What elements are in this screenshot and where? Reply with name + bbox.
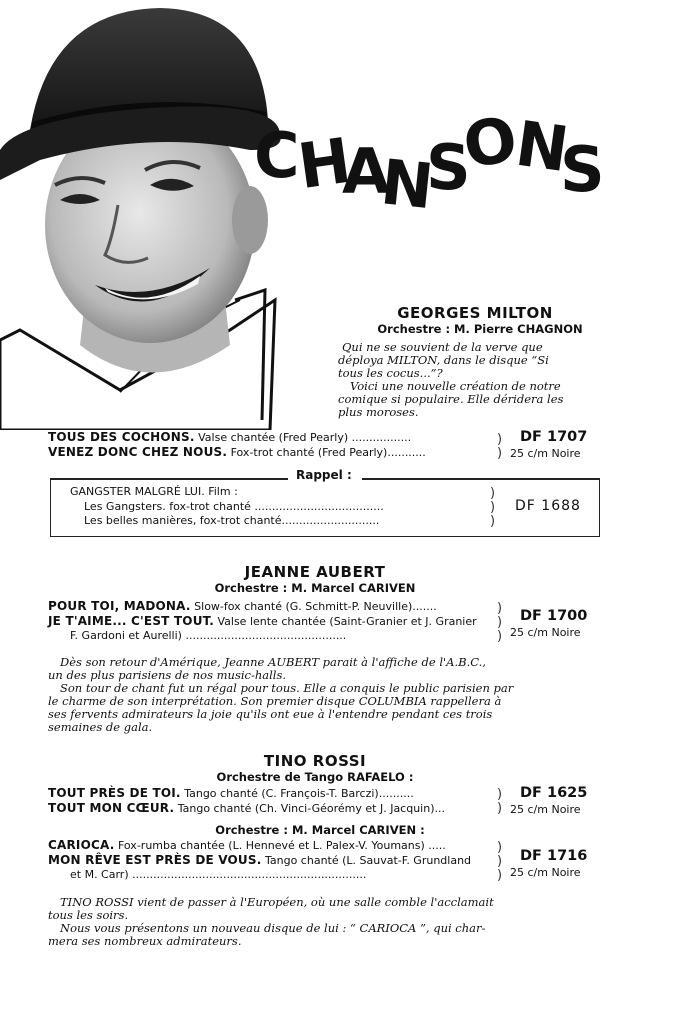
- rappel-track: Les belles manières, fox-trot chanté............................: [84, 514, 380, 527]
- catalog-number: DF 1700: [520, 608, 588, 624]
- rappel-title: GANGSTER MALGRÉ LUI. Film :: [70, 485, 238, 498]
- svg-text:S: S: [426, 131, 471, 204]
- artist-name: GEORGES MILTON: [397, 304, 553, 322]
- brace: ) ) ): [490, 486, 496, 529]
- aubert-blurb: Dès son retour d'Amérique, Jeanne AUBERT parait à l'affiche de l'A.B.C., un des plus parisiens de nos music-halls. Son tour de chant fut un régal pour tous. Elle a conquis le public parisien par le charme de son interprétation. Son premier disque COLUMBIA rappellera à ses fervents admirateurs la joie qu'ils ont eue à l'entendre pendant ces trois semaines de gala.: [48, 655, 514, 734]
- track-row: POUR TOI, MADONA. Slow-fox chanté (G. Schmitt-P. Neuville).......: [48, 599, 437, 613]
- artist-name: TINO ROSSI: [263, 752, 367, 770]
- rossi-blurb: TINO ROSSI vient de passer à l'Européen, où une salle comble l'acclamait tous les soirs. Nous vous présentons un nouveau disque de lui : “ CARIOCA ”, qui char- mera ses nombreux admirateurs.: [48, 895, 494, 948]
- record-format: 25 c/m Noire: [510, 447, 581, 460]
- svg-text:S: S: [560, 133, 605, 206]
- track-row: CARIOCA. Fox-rumba chantée (L. Hennevé et L. Palex-V. Youmans) .....: [48, 838, 446, 852]
- brace: ) ): [497, 787, 503, 816]
- catalog-number: DF 1625: [520, 785, 588, 801]
- artist-name: JEANNE AUBERT: [244, 563, 386, 581]
- milton-blurb: Qui ne se souvient de la verve que déploya MILTON, dans le disque “Si tous les cocus...”? Voici une nouvelle création de notre comique si populaire. Elle déridera les plus moroses.: [338, 340, 564, 419]
- track-row: TOUT PRÈS DE TOI. Tango chanté (C. François-T. Barczi)..........: [48, 786, 414, 800]
- svg-text:N: N: [511, 106, 573, 187]
- orchestra-line: Orchestre : M. Marcel CARIVEN :: [215, 823, 425, 837]
- record-format: 25 c/m Noire: [510, 866, 581, 879]
- record-format: 25 c/m Noire: [510, 626, 581, 639]
- track-row: MON RÊVE EST PRÈS DE VOUS. Tango chanté (L. Sauvat-F. Grundland: [48, 853, 472, 867]
- catalog-number: DF 1688: [515, 498, 581, 514]
- rappel-track: Les Gangsters. fox-trot chanté .....................................: [84, 500, 384, 513]
- orchestra-line: Orchestre : M. Marcel CARIVEN: [214, 581, 416, 595]
- track-row: et M. Carr) ...................................................................: [70, 868, 367, 881]
- brace: ) ): [497, 432, 503, 461]
- svg-text:N: N: [377, 145, 437, 224]
- svg-text:A: A: [342, 135, 390, 208]
- brace: ) ) ): [497, 840, 503, 883]
- record-format: 25 c/m Noire: [510, 803, 581, 816]
- track-row: VENEZ DONC CHEZ NOUS. Fox-trot chanté (Fred Pearly)...........: [48, 445, 426, 459]
- orchestra-line: Orchestre : M. Pierre CHAGNON: [377, 322, 583, 336]
- track-row: TOUT MON CŒUR. Tango chanté (Ch. Vinci-Géorémy et J. Jacquin)...: [48, 801, 445, 815]
- track-row: F. Gardoni et Aurelli) ..............................................: [70, 629, 347, 642]
- svg-text:O: O: [457, 101, 523, 183]
- track-row: JE T'AIME... C'EST TOUT. Valse lente chantée (Saint-Granier et J. Granier: [48, 614, 477, 628]
- headline-letter: C: [254, 119, 300, 192]
- headline: [250, 95, 630, 225]
- catalog-number: DF 1707: [520, 429, 588, 445]
- orchestra-line: Orchestre de Tango RAFAELO :: [216, 770, 414, 784]
- rappel-label: Rappel :: [292, 468, 356, 482]
- track-row: TOUS DES COCHONS. Valse chantée (Fred Pearly) .................: [48, 430, 412, 444]
- svg-text:H: H: [293, 123, 356, 204]
- catalog-number: DF 1716: [520, 848, 588, 864]
- brace: ) ) ): [497, 601, 503, 644]
